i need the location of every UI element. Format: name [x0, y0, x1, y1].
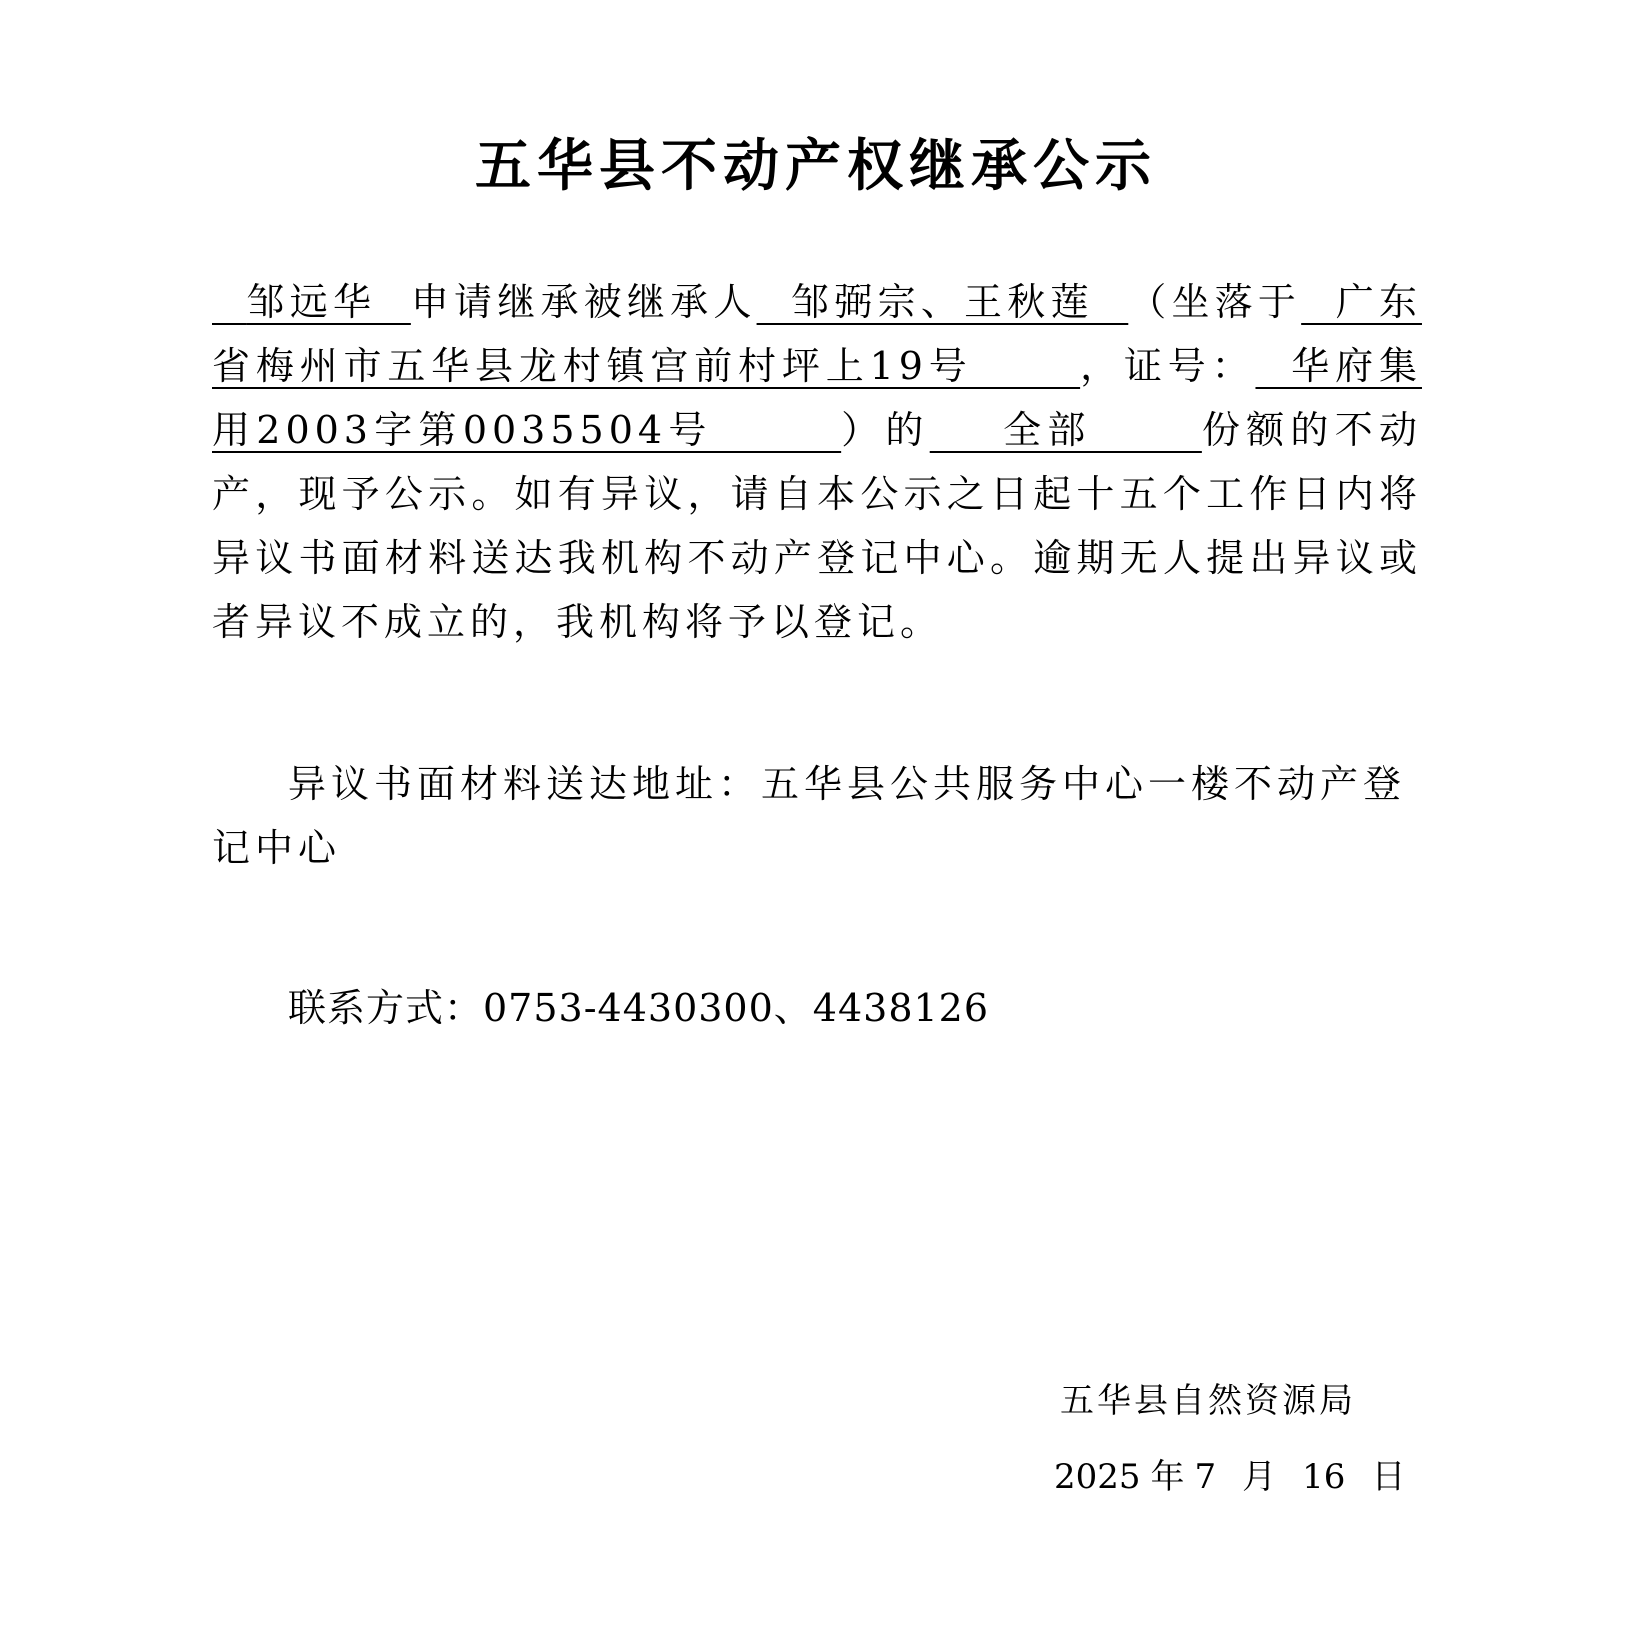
date-year: 2025: [1054, 1457, 1141, 1497]
date-month-unit: 月: [1242, 1457, 1277, 1497]
date-year-unit: 年: [1150, 1457, 1185, 1497]
certificate-number: 华府集用2003字第0035504号: [212, 344, 1422, 452]
date-month: 7: [1194, 1457, 1217, 1497]
inheritance-share: 全部: [929, 408, 1202, 452]
date-day: 16: [1302, 1457, 1346, 1497]
notice-text-body: 份额的不动产，现予公示。如有异议，请自本公示之日起十五个工作日内将异议书面材料送达我机构不动产登记中心。逾期无人提出异议或者异议不成立的，我机构将予以登记。: [212, 408, 1422, 644]
applicant-name: 邹远华: [212, 280, 411, 324]
date-day-unit: 日: [1371, 1457, 1406, 1497]
signing-date: [1054, 1452, 1405, 1502]
objection-address: 异议书面材料送达地址：五华县公共服务中心一楼不动产登记中心: [212, 762, 1407, 870]
page-title: 五华县不动产权继承公示: [475, 133, 1157, 199]
notice-paragraph: [212, 270, 1422, 654]
notice-text-cert: ，证号：: [1080, 344, 1256, 388]
notice-text-of: ）的: [841, 408, 930, 452]
notice-body: [212, 270, 1422, 654]
signing-organization: 五华县自然资源局: [1060, 1381, 1356, 1421]
contact-info: 联系方式：0753-4430300、4438126: [288, 986, 990, 1030]
property-location: 广东省梅州市五华县龙村镇宫前村坪上19号: [212, 280, 1422, 388]
notice-text-location-open: （坐落于: [1128, 280, 1302, 324]
decedent-names: 邹弼宗、王秋莲: [756, 280, 1129, 324]
notice-text-apply: 申请继承被继承人: [410, 280, 757, 324]
